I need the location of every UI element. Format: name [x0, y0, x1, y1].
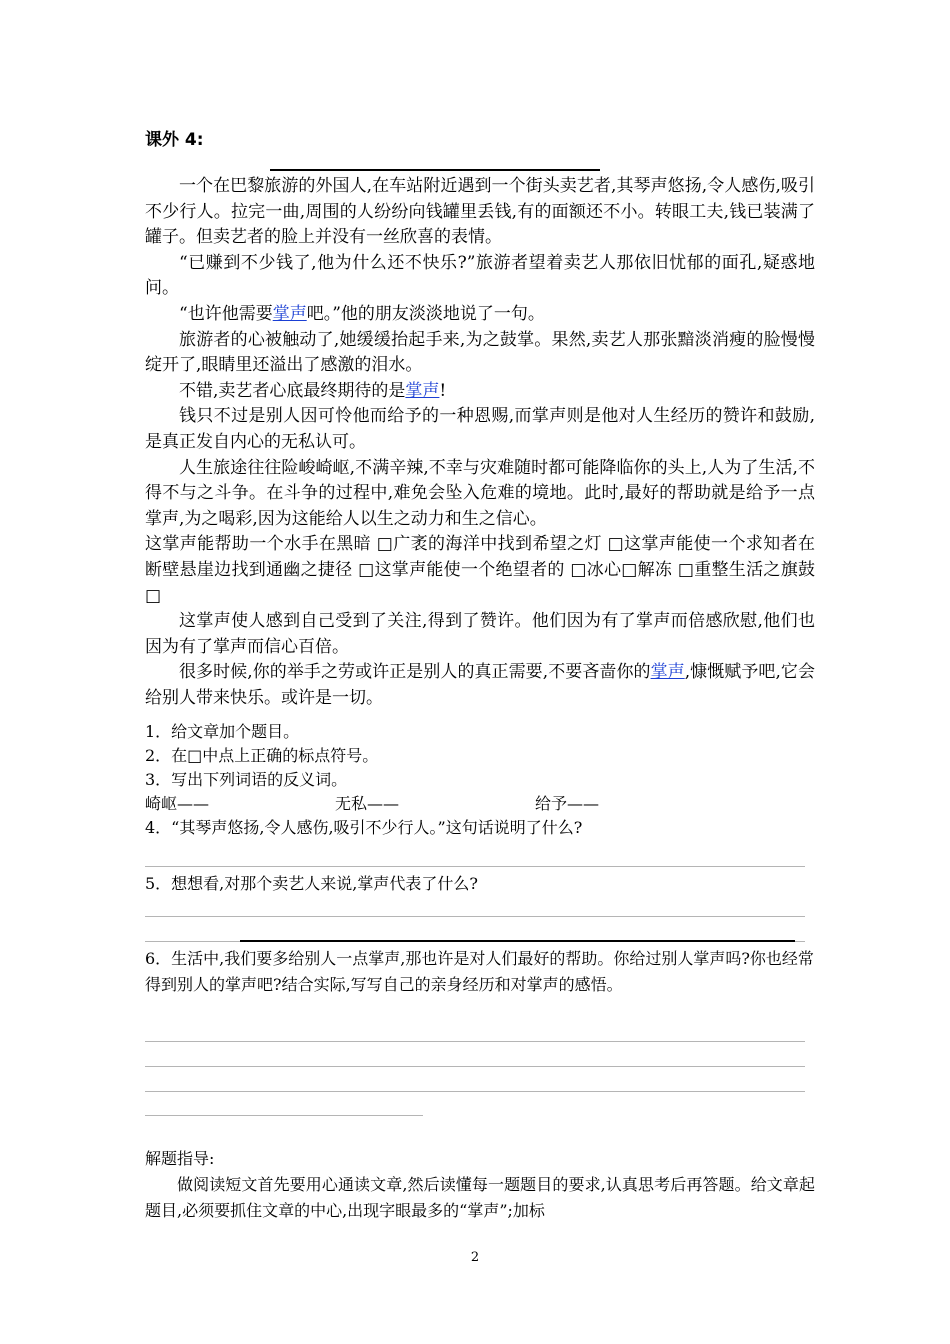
divider-line: [240, 940, 795, 942]
text-run: 不错,卖艺者心底最终期待的是: [179, 380, 406, 401]
essay-paragraph: 钱只不过是别人因可怜他而给予的一种恩赐,而掌声则是他对人生经历的赞许和鼓励,是真正发自内心的无私认可。: [145, 406, 815, 452]
question-3: 3．写出下列词语的反义词。: [145, 770, 348, 789]
text-run: “也许他需要: [179, 303, 273, 324]
text-run: 吧。”他的朋友淡淡地说了一句。: [306, 303, 545, 324]
solution-guide: [145, 1146, 815, 1224]
essay-paragraph: [145, 660, 815, 711]
answer-line[interactable]: [145, 916, 805, 917]
essay-body: [145, 174, 815, 711]
question-5: 5．想想看,对那个卖艺人来说,掌声代表了什么?: [145, 874, 478, 893]
question-2: 2．在□中点上正确的标点符号。: [145, 746, 379, 765]
answer-line[interactable]: [145, 1041, 805, 1042]
essay-paragraph: 旅游者的心被触动了,她缓缓抬起手来,为之鼓掌。果然,卖艺人那张黯淡消瘦的脸慢慢绽开了,眼睛里还溢出了感激的泪水。: [145, 329, 815, 376]
antonym-item: 给予——: [535, 794, 600, 813]
title-blank-line: [270, 169, 600, 171]
essay-paragraph: 人生旅途往往险峻崎岖,不满辛辣,不幸与灾难随时都可能降临你的头上,人为了生活,不得不与之斗争。在斗争的过程中,难免会坠入危难的境地。此时,最好的帮助就是给予一点掌声,为之喝彩,因为这能给人以生之动力和生之信心。: [145, 457, 815, 529]
question-5-block: [145, 872, 815, 896]
guide-label: 解题指导:: [145, 1149, 215, 1168]
section-heading: 课外 4:: [145, 130, 204, 150]
question-6-block: [145, 946, 815, 998]
answer-line[interactable]: [145, 1115, 423, 1116]
answer-line[interactable]: [145, 866, 805, 867]
question-4: 4．“其琴声悠扬,令人感伤,吸引不少行人。”这句话说明了什么?: [145, 818, 583, 837]
answer-line[interactable]: [145, 1066, 805, 1067]
essay-paragraph: [145, 379, 815, 405]
essay-paragraph: [145, 302, 815, 328]
text-run: ,慷慨赋予吧,它会给别人带来快乐。或许是一切。: [145, 662, 815, 708]
text-run: !: [439, 380, 447, 401]
essay-paragraph: “已赚到不少钱了,他为什么还不快乐?”旅游者望着卖艺人那依旧忧郁的面孔,疑惑地问。: [145, 252, 815, 299]
essay-paragraph: 一个在巴黎旅游的外国人,在车站附近遇到一个街头卖艺者,其琴声悠扬,令人感伤,吸引不少行人。拉完一曲,周围的人纷纷向钱罐里丢钱,有的面额还不小。转眼工夫,钱已装满了罐子。但卖艺者的脸上并没有一丝欣喜的表情。: [145, 176, 815, 248]
antonym-row: [145, 792, 815, 816]
answer-line[interactable]: [145, 1091, 805, 1092]
antonym-item: 无私——: [335, 794, 400, 813]
keyword-link[interactable]: 掌声: [405, 380, 440, 401]
essay-paragraph-punctuation: 这掌声能帮助一个水手在黑暗 □广袤的海洋中找到希望之灯 □这掌声能使一个求知者在断壁悬崖边找到通幽之捷径 □这掌声能使一个绝望者的 □冰心□解冻 □重整生活之旗鼓 □: [145, 534, 815, 606]
essay-paragraph: 这掌声使人感到自己受到了关注,得到了赞许。他们因为有了掌声而倍感欣慰,他们也因为有了掌声而信心百倍。: [145, 611, 815, 657]
keyword-link[interactable]: 掌声: [272, 303, 307, 324]
guide-text: 做阅读短文首先要用心通读文章,然后读懂每一题题目的要求,认真思考后再答题。给文章起题目,必须要抓住文章的中心,出现字眼最多的“掌声”;加标: [145, 1175, 815, 1220]
question-1: 1．给文章加个题目。: [145, 722, 300, 741]
questions-block: [145, 720, 815, 840]
text-run: 很多时候,你的举手之劳或许正是别人的真正需要,不要吝啬你的: [179, 662, 651, 683]
page-number: 2: [470, 1250, 480, 1265]
question-6: 6．生活中,我们要多给别人一点掌声,那也许是对人们最好的帮助。你给过别人掌声吗?你也经常得到别人的掌声吧?结合实际,写写自己的亲身经历和对掌声的感悟。: [145, 949, 814, 994]
antonym-item: 崎岖——: [145, 794, 210, 813]
keyword-link[interactable]: 掌声: [650, 662, 685, 683]
